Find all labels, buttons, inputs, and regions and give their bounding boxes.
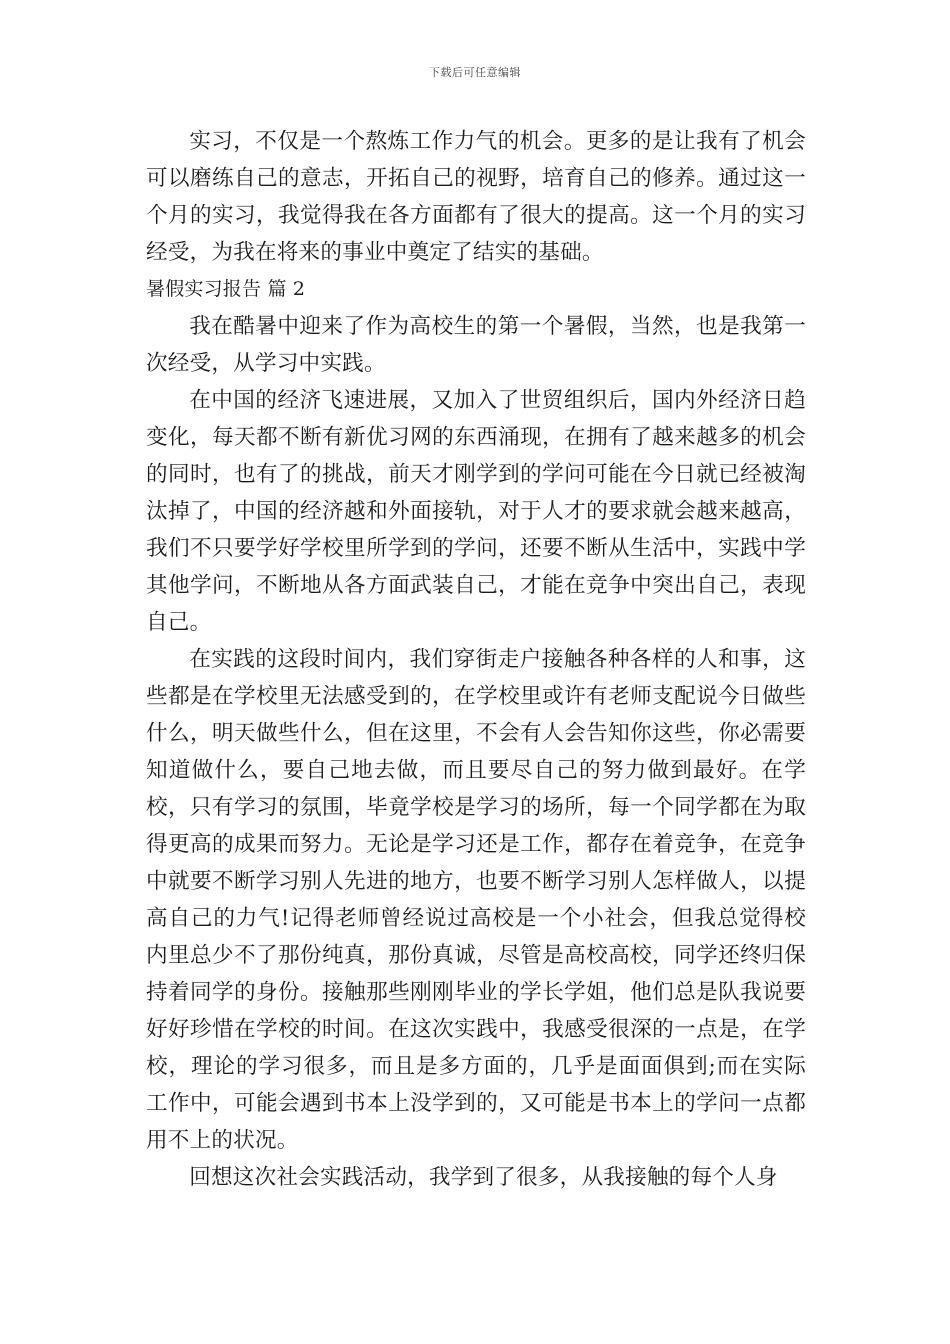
document-body bbox=[146, 123, 806, 1196]
paragraph-internship-summary: 实习，不仅是一个熬炼工作力气的机会。更多的是让我有了机会可以磨练自己的意志，开拓自己的视野，培育自己的修养。通过这一个月的实习，我觉得我在各方面都有了很大的提高。这一个月的实习经受，为我在将来的事业中奠定了结实的基础。 bbox=[146, 129, 806, 265]
section-heading: 暑假实习报告 篇 2 bbox=[146, 278, 306, 300]
paragraph-first-vacation: 我在酷暑中迎来了作为高校生的第一个暑假，当然，也是我第一次经受，从学习中实践。 bbox=[146, 314, 806, 376]
paragraph-economy: 在中国的经济飞速进展，又加入了世贸组织后，国内外经济日趋变化，每天都不断有新优习网的东西涌现，在拥有了越来越多的机会的同时，也有了的挑战，前天才刚学到的学问可能在今日就已经被淘汰掉了，中国的经济越和外面接轨，对于人才的要求就会越来越高，我们不只要学好学校里所学到的学问，还要不断从生活中，实践中学其他学问，不断地从各方面武装自己，才能在竞争中突出自己，表现自己。 bbox=[146, 388, 806, 635]
paragraph-practice: 在实践的这段时间内，我们穿街走户接触各种各样的人和事，这些都是在学校里无法感受到的，在学校里或许有老师支配说今日做些什么，明天做些什么，但在这里，不会有人会告知你这些，你必需要知道做什么，要自己地去做，而且要尽自己的努力做到最好。在学校，只有学习的氛围，毕竟学校是学习的场所，每一个同学都在为取得更高的成果而努力。无论是学习还是工作，都存在着竞争，在竞争中就要不断学习别人先进的地方，也要不断学习别人怎样做人，以提高自己的力气!记得老师曾经说过高校是一个小社会，但我总觉得校内里总少不了那份纯真，那份真诚，尽管是高校高校，同学还终归保持着同学的身份。接触那些刚刚毕业的学长学姐，他们总是队我说要好好珍惜在学校的时间。在这次实践中，我感受很深的一点是，在学校，理论的学习很多，而且是多方面的，几乎是面面俱到;而在实际工作中，可能会遇到书本上没学到的，又可能是书本上的学问一点都用不上的状况。 bbox=[146, 647, 806, 1153]
page-header-note: 下载后可任意编辑 bbox=[429, 66, 521, 79]
paragraph-reflection: 回想这次社会实践活动，我学到了很多，从我接触的每个人身 bbox=[189, 1165, 778, 1190]
